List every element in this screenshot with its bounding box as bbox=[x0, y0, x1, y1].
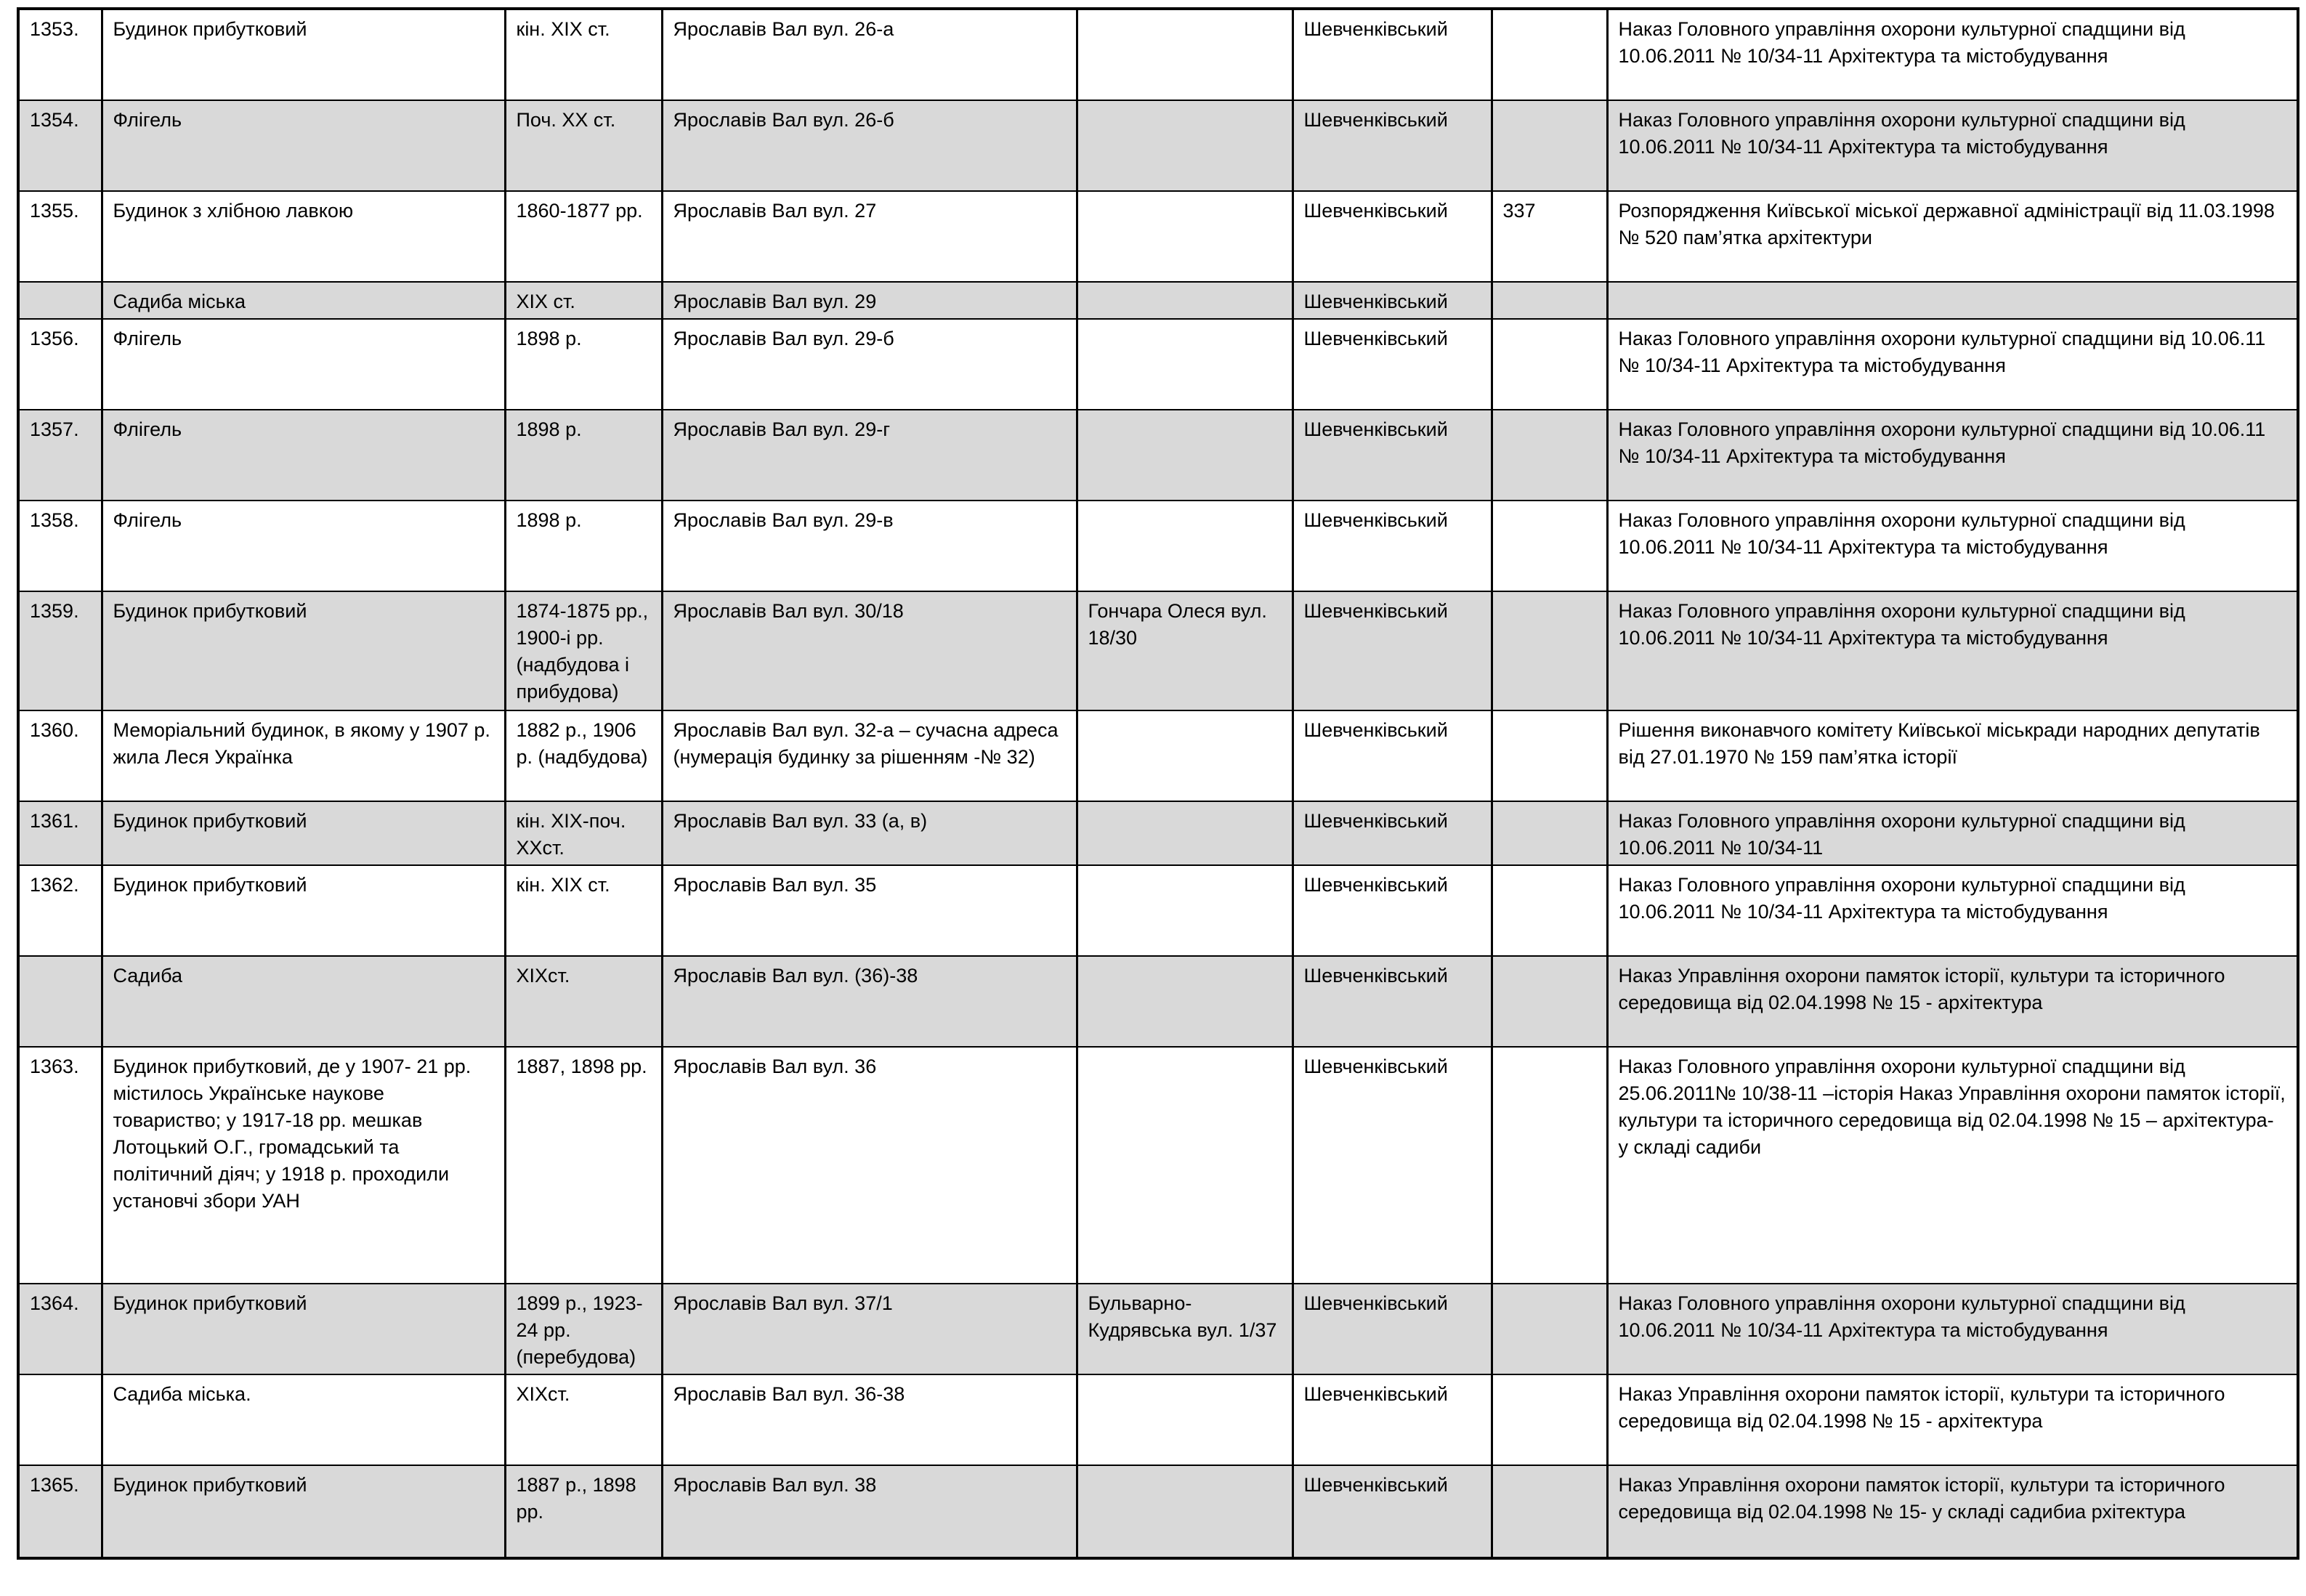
table-row bbox=[18, 282, 2298, 319]
object-district: Шевченківський bbox=[1292, 591, 1492, 710]
object-district: Шевченківський bbox=[1292, 1284, 1492, 1374]
object-district: Шевченківський bbox=[1292, 100, 1492, 191]
object-code bbox=[1492, 801, 1607, 865]
object-name: Флігель bbox=[102, 410, 505, 501]
row-number: 1365. bbox=[18, 1465, 102, 1558]
object-date: ХІХст. bbox=[505, 956, 662, 1047]
object-name: Садиба міська bbox=[102, 282, 505, 319]
row-number: 1359. bbox=[18, 591, 102, 710]
object-code bbox=[1492, 282, 1607, 319]
protection-document: Наказ Головного управління охорони культурної спадщини від 10.06.2011 № 10/34-11 bbox=[1607, 801, 2298, 865]
object-district: Шевченківський bbox=[1292, 319, 1492, 410]
object-code bbox=[1492, 319, 1607, 410]
row-number: 1357. bbox=[18, 410, 102, 501]
document-page bbox=[17, 7, 2297, 1560]
object-date: Поч. ХХ ст. bbox=[505, 100, 662, 191]
object-code bbox=[1492, 410, 1607, 501]
object-alt-address bbox=[1077, 1374, 1292, 1465]
object-alt-address bbox=[1077, 100, 1292, 191]
object-address: Ярославів Вал вул. 30/18 bbox=[662, 591, 1077, 710]
table-row bbox=[18, 1284, 2298, 1374]
object-alt-address bbox=[1077, 710, 1292, 801]
object-code bbox=[1492, 1374, 1607, 1465]
object-address: Ярославів Вал вул. 29 bbox=[662, 282, 1077, 319]
object-address: Ярославів Вал вул. 38 bbox=[662, 1465, 1077, 1558]
object-alt-address: Гончара Олеся вул. 18/30 bbox=[1077, 591, 1292, 710]
object-code bbox=[1492, 100, 1607, 191]
object-alt-address bbox=[1077, 865, 1292, 956]
table-row bbox=[18, 9, 2298, 100]
object-name: Садиба bbox=[102, 956, 505, 1047]
object-name: Будинок прибутковий bbox=[102, 1284, 505, 1374]
object-district: Шевченківський bbox=[1292, 865, 1492, 956]
object-district: Шевченківський bbox=[1292, 282, 1492, 319]
row-number: 1363. bbox=[18, 1047, 102, 1284]
object-date: 1898 р. bbox=[505, 410, 662, 501]
object-address: Ярославів Вал вул. 29-б bbox=[662, 319, 1077, 410]
row-number bbox=[18, 956, 102, 1047]
object-district: Шевченківський bbox=[1292, 410, 1492, 501]
object-name: Будинок прибутковий bbox=[102, 591, 505, 710]
object-date: 1874-1875 рр., 1900-і рр. (надбудова і прибудова) bbox=[505, 591, 662, 710]
object-address: Ярославів Вал вул. 36-38 bbox=[662, 1374, 1077, 1465]
object-date: 1887 р., 1898 рр. bbox=[505, 1465, 662, 1558]
table-row bbox=[18, 591, 2298, 710]
object-date: кін. ХІХ-поч. ХХст. bbox=[505, 801, 662, 865]
object-alt-address: Бульварно-Кудрявська вул. 1/37 bbox=[1077, 1284, 1292, 1374]
row-number bbox=[18, 1374, 102, 1465]
object-address: Ярославів Вал вул. 35 bbox=[662, 865, 1077, 956]
object-name: Садиба міська. bbox=[102, 1374, 505, 1465]
object-code: 337 bbox=[1492, 191, 1607, 282]
object-address: Ярославів Вал вул. 33 (а, в) bbox=[662, 801, 1077, 865]
table-row bbox=[18, 1465, 2298, 1558]
heritage-registry-table bbox=[17, 7, 2299, 1560]
object-code bbox=[1492, 501, 1607, 591]
object-name: Флігель bbox=[102, 100, 505, 191]
protection-document: Наказ Головного управління охорони культурної спадщини від 10.06.2011 № 10/34-11 Архітектура та містобудування bbox=[1607, 591, 2298, 710]
protection-document: Наказ Управління охорони памяток історії, культури та історичного середовища від 02.04.1998 № 15 - архітектура bbox=[1607, 1374, 2298, 1465]
protection-document: Наказ Головного управління охорони культурної спадщини від 10.06.2011 № 10/34-11 Архітектура та містобудування bbox=[1607, 9, 2298, 100]
object-district: Шевченківський bbox=[1292, 1465, 1492, 1558]
object-alt-address bbox=[1077, 9, 1292, 100]
object-code bbox=[1492, 1465, 1607, 1558]
object-alt-address bbox=[1077, 1465, 1292, 1558]
row-number: 1358. bbox=[18, 501, 102, 591]
object-code bbox=[1492, 710, 1607, 801]
row-number: 1361. bbox=[18, 801, 102, 865]
table-row bbox=[18, 410, 2298, 501]
object-address: Ярославів Вал вул. 32-а – сучасна адреса (нумерація будинку за рішенням -№ 32) bbox=[662, 710, 1077, 801]
object-alt-address bbox=[1077, 319, 1292, 410]
protection-document: Рішення виконавчого комітету Київської міськради народних депутатів від 27.01.1970 № 159 пам’ятка історії bbox=[1607, 710, 2298, 801]
object-name: Будинок прибутковий, де у 1907- 21 рр. містилось Українське наукове товариство; у 1917-18 рр. мешкав Лотоцький О.Г., громадський та політичний діяч; у 1918 р. проходили установчі збори УАН bbox=[102, 1047, 505, 1284]
protection-document: Наказ Головного управління охорони культурної спадщини від 10.06.2011 № 10/34-11 Архітектура та містобудування bbox=[1607, 865, 2298, 956]
object-alt-address bbox=[1077, 410, 1292, 501]
object-date: кін. ХІХ ст. bbox=[505, 9, 662, 100]
object-date: 1899 р., 1923-24 рр. (перебудова) bbox=[505, 1284, 662, 1374]
protection-document: Наказ Управління охорони памяток історії, культури та історичного середовища від 02.04.1998 № 15 - архітектура bbox=[1607, 956, 2298, 1047]
object-date: ХІХ ст. bbox=[505, 282, 662, 319]
row-number: 1364. bbox=[18, 1284, 102, 1374]
object-address: Ярославів Вал вул. 26-б bbox=[662, 100, 1077, 191]
object-date: 1860-1877 рр. bbox=[505, 191, 662, 282]
object-date: 1887, 1898 рр. bbox=[505, 1047, 662, 1284]
object-name: Будинок прибутковий bbox=[102, 9, 505, 100]
row-number: 1353. bbox=[18, 9, 102, 100]
row-number: 1362. bbox=[18, 865, 102, 956]
row-number: 1354. bbox=[18, 100, 102, 191]
object-district: Шевченківський bbox=[1292, 191, 1492, 282]
table-row bbox=[18, 191, 2298, 282]
object-date: 1898 р. bbox=[505, 319, 662, 410]
table-row bbox=[18, 100, 2298, 191]
object-name: Флігель bbox=[102, 319, 505, 410]
object-code bbox=[1492, 1047, 1607, 1284]
object-address: Ярославів Вал вул. 27 bbox=[662, 191, 1077, 282]
object-name: Будинок прибутковий bbox=[102, 801, 505, 865]
object-district: Шевченківський bbox=[1292, 956, 1492, 1047]
table-row bbox=[18, 1047, 2298, 1284]
object-name: Будинок з хлібною лавкою bbox=[102, 191, 505, 282]
protection-document: Наказ Управління охорони памяток історії, культури та історичного середовища від 02.04.1998 № 15- у складі садибиа рхітектура bbox=[1607, 1465, 2298, 1558]
table-row bbox=[18, 956, 2298, 1047]
object-alt-address bbox=[1077, 1047, 1292, 1284]
object-code bbox=[1492, 865, 1607, 956]
table-row bbox=[18, 865, 2298, 956]
row-number bbox=[18, 282, 102, 319]
object-district: Шевченківський bbox=[1292, 801, 1492, 865]
object-code bbox=[1492, 956, 1607, 1047]
object-address: Ярославів Вал вул. 26-а bbox=[662, 9, 1077, 100]
object-code bbox=[1492, 1284, 1607, 1374]
object-address: Ярославів Вал вул. 37/1 bbox=[662, 1284, 1077, 1374]
object-address: Ярославів Вал вул. (36)-38 bbox=[662, 956, 1077, 1047]
object-date: 1882 р., 1906 р. (надбудова) bbox=[505, 710, 662, 801]
object-date: 1898 р. bbox=[505, 501, 662, 591]
object-district: Шевченківський bbox=[1292, 9, 1492, 100]
protection-document: Наказ Головного управління охорони культурної спадщини від 10.06.2011 № 10/34-11 Архітектура та містобудування bbox=[1607, 100, 2298, 191]
protection-document: Наказ Головного управління охорони культурної спадщини від 25.06.2011№ 10/38-11 –історія Наказ Управління охорони памяток історії, культури та історичного середовища від 02.04.1998 № 15 – архітектура- у складі садиби bbox=[1607, 1047, 2298, 1284]
table-row bbox=[18, 319, 2298, 410]
object-district: Шевченківський bbox=[1292, 501, 1492, 591]
protection-document bbox=[1607, 282, 2298, 319]
object-name: Меморіальний будинок, в якому у 1907 р. жила Леся Українка bbox=[102, 710, 505, 801]
object-alt-address bbox=[1077, 956, 1292, 1047]
protection-document: Наказ Головного управління охорони культурної спадщини від 10.06.11 № 10/34-11 Архітектура та містобудування bbox=[1607, 410, 2298, 501]
row-number: 1360. bbox=[18, 710, 102, 801]
object-alt-address bbox=[1077, 282, 1292, 319]
object-date: кін. ХІХ ст. bbox=[505, 865, 662, 956]
object-name: Флігель bbox=[102, 501, 505, 591]
object-alt-address bbox=[1077, 501, 1292, 591]
table-row bbox=[18, 501, 2298, 591]
protection-document: Наказ Головного управління охорони культурної спадщини від 10.06.11 № 10/34-11 Архітектура та містобудування bbox=[1607, 319, 2298, 410]
object-alt-address bbox=[1077, 801, 1292, 865]
object-district: Шевченківський bbox=[1292, 710, 1492, 801]
object-address: Ярославів Вал вул. 29-г bbox=[662, 410, 1077, 501]
object-name: Будинок прибутковий bbox=[102, 865, 505, 956]
protection-document: Наказ Головного управління охорони культурної спадщини від 10.06.2011 № 10/34-11 Архітектура та містобудування bbox=[1607, 501, 2298, 591]
object-district: Шевченківський bbox=[1292, 1374, 1492, 1465]
object-code bbox=[1492, 9, 1607, 100]
object-alt-address bbox=[1077, 191, 1292, 282]
object-name: Будинок прибутковий bbox=[102, 1465, 505, 1558]
row-number: 1355. bbox=[18, 191, 102, 282]
object-address: Ярославів Вал вул. 29-в bbox=[662, 501, 1077, 591]
protection-document: Розпорядження Київської міської державної адміністрації від 11.03.1998 № 520 пам’ятка архітектури bbox=[1607, 191, 2298, 282]
object-address: Ярославів Вал вул. 36 bbox=[662, 1047, 1077, 1284]
table-row bbox=[18, 1374, 2298, 1465]
object-district: Шевченківський bbox=[1292, 1047, 1492, 1284]
object-date: ХІХст. bbox=[505, 1374, 662, 1465]
object-code bbox=[1492, 591, 1607, 710]
table-row bbox=[18, 801, 2298, 865]
row-number: 1356. bbox=[18, 319, 102, 410]
table-row bbox=[18, 710, 2298, 801]
protection-document: Наказ Головного управління охорони культурної спадщини від 10.06.2011 № 10/34-11 Архітектура та містобудування bbox=[1607, 1284, 2298, 1374]
